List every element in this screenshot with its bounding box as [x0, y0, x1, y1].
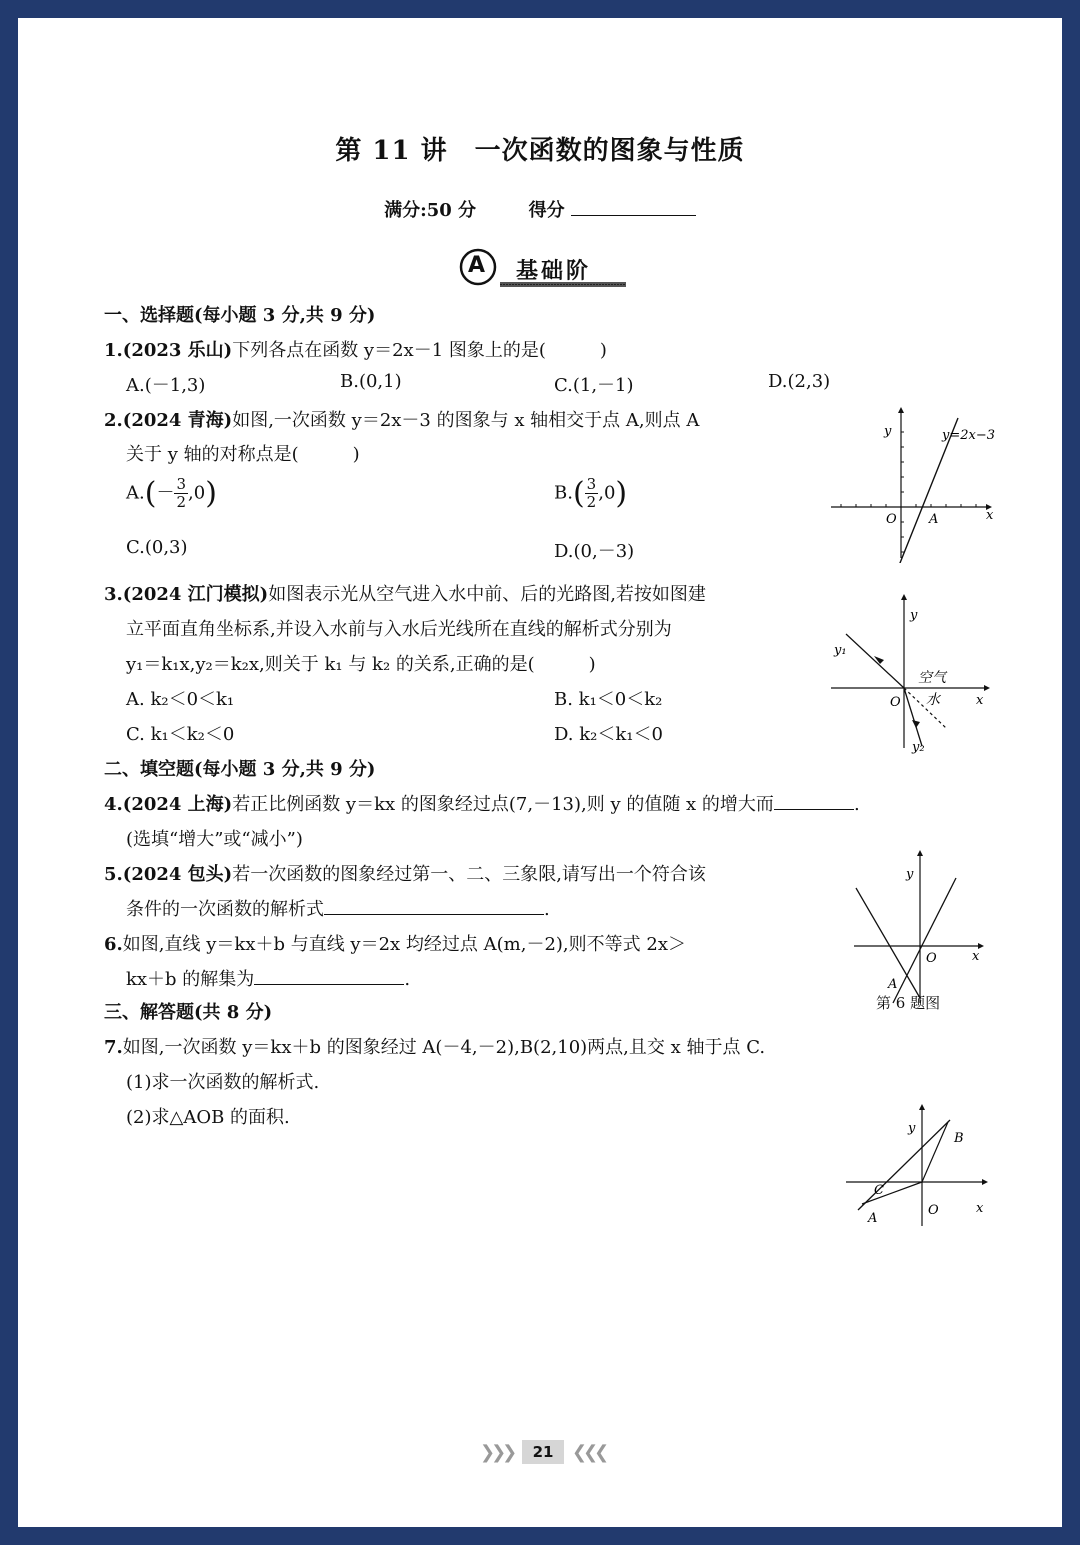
q2-stem	[104, 406, 699, 432]
q6-graph-caption: 第 6 题图	[876, 994, 941, 1012]
q5-end: .	[544, 899, 550, 920]
q3-y1-label: y₁	[834, 643, 847, 658]
q7-x-label: x	[976, 1201, 984, 1216]
q7-segment-ob	[922, 1122, 948, 1182]
q3-line2: 立平面直角坐标系,并设入水前与入水后光线所在直线的解析式分别为	[126, 619, 672, 640]
q2-opt-a-sign: －	[156, 482, 175, 504]
q2-opt-b-label: B.	[554, 482, 573, 504]
q1-source: (2023 乐山)	[122, 340, 233, 361]
q6-line2	[126, 965, 410, 991]
q2-source: (2024 青海)	[122, 410, 233, 431]
q2-x-label: x	[986, 508, 994, 523]
q6-graph	[848, 848, 998, 1008]
q7-origin-label: O	[928, 1203, 939, 1218]
q1-opt-a[interactable]: A.(－1,3)	[126, 375, 206, 396]
q2-func-label: y=2x−3	[942, 428, 996, 443]
q2-opt-b-fraction: $\frac{3}{2}$	[586, 475, 597, 511]
q6-line1: 如图,直线 y＝kx＋b 与直线 y＝2x 均经过点 A(m,－2),则不等式 2x＞	[122, 934, 686, 955]
q3-number: 3.	[104, 584, 123, 605]
q3-opt-c[interactable]: C. k₁＜k₂＜0	[126, 724, 235, 745]
q1-opt-b[interactable]: B.(0,1)	[340, 371, 402, 392]
q5-line2	[126, 895, 550, 921]
q4-line1: 若正比例函数 y＝kx 的图象经过点(7,－13),则 y 的值随 x 的增大而	[232, 794, 774, 815]
q2-opt-a-fraction: $\frac{3}{2}$	[176, 475, 186, 511]
q4-answer-blank[interactable]	[774, 791, 854, 810]
q4-number: 4.	[104, 794, 123, 815]
page-title: 第 11 讲 一次函数的图象与性质	[335, 136, 745, 166]
q2-opt-b[interactable]: B.( $\frac{3}{2}$ ,0)	[554, 475, 628, 511]
q2-origin-label: O	[886, 512, 897, 527]
q3-y-label: y	[910, 608, 918, 623]
q6-y-label: y	[906, 867, 914, 882]
q3-opt-d[interactable]: D. k₂＜k₁＜0	[554, 724, 663, 745]
q3-line3: y₁＝k₁x,y₂＝k₂x,则关于 k₁ 与 k₂ 的关系,正确的是( )	[126, 654, 596, 675]
q3-graph	[826, 586, 996, 756]
q3-source: (2024 江门模拟)	[122, 584, 269, 605]
q5-number: 5.	[104, 864, 123, 885]
q2-point-a-label: A	[929, 512, 939, 527]
chevron-left-icon: ❮❮❮	[572, 1442, 606, 1463]
q3-stem	[104, 580, 706, 606]
q7-stem	[104, 1033, 765, 1059]
q2-opt-c[interactable]: C.(0,3)	[126, 537, 188, 558]
q2-opt-a-rest: ,0	[188, 482, 206, 504]
q3-opt-b[interactable]: B. k₁＜0＜k₂	[554, 689, 663, 710]
q1-text: 下列各点在函数 y＝2x－1 图象上的是( )	[232, 340, 607, 361]
part2-heading: 二、填空题(每小题 3 分,共 9 分)	[104, 759, 376, 780]
full-score: 满分:50 分	[384, 200, 477, 221]
badge-title: 基础阶	[516, 259, 592, 284]
q2-opt-a-label: A.	[126, 482, 145, 504]
q7-sub2: (2)求△AOB 的面积.	[126, 1107, 290, 1128]
score-blank[interactable]	[571, 197, 696, 216]
q2-number: 2.	[104, 410, 123, 431]
q5-line2-text: 条件的一次函数的解析式	[126, 899, 324, 920]
q3-y2-label: y₂	[912, 740, 925, 755]
q7-graph	[840, 1098, 990, 1233]
q7-line-ab	[858, 1120, 950, 1210]
score-label: 得分	[528, 200, 565, 221]
q2-line1: 如图,一次函数 y＝2x－3 的图象与 x 轴相交于点 A,则点 A	[232, 410, 700, 431]
q5-line1: 若一次函数的图象经过第一、二、三象限,请写出一个符合该	[232, 864, 706, 885]
q3-water-label: 水	[926, 692, 940, 708]
q1-stem	[104, 336, 607, 362]
chevron-right-icon: ❯❯❯	[480, 1442, 514, 1463]
q4-source: (2024 上海)	[122, 794, 233, 815]
q2-opt-b-rest: ,0	[598, 482, 616, 504]
worksheet-page	[18, 18, 1062, 1527]
q6-x-label: x	[972, 949, 980, 964]
q6-line2-text: kx＋b 的解集为	[126, 969, 255, 990]
q3-opt-a[interactable]: A. k₂＜0＜k₁	[126, 689, 235, 710]
q7-line1: 如图,一次函数 y＝kx＋b 的图象经过 A(－4,－2),B(2,10)两点,且交 x 轴于点 C.	[122, 1037, 766, 1058]
q6-number: 6.	[104, 934, 123, 955]
part1-heading: 一、选择题(每小题 3 分,共 9 分)	[104, 305, 376, 326]
q3-air-label: 空气	[918, 670, 946, 686]
page-number: 21	[522, 1440, 564, 1464]
section-badge	[458, 246, 658, 296]
q6-origin-label: O	[926, 951, 937, 966]
q2-line2: 关于 y 轴的对称点是( )	[126, 444, 360, 465]
q7-number: 7.	[104, 1037, 123, 1058]
badge-letter: A	[468, 253, 486, 278]
q7-y-label: y	[908, 1121, 916, 1136]
q6-answer-blank[interactable]	[254, 966, 404, 985]
q1-number: 1.	[104, 340, 123, 361]
part3-heading: 三、解答题(共 8 分)	[104, 1002, 273, 1023]
q2-opt-a[interactable]: A.(－ $\frac{3}{2}$ ,0)	[126, 475, 217, 511]
q2-y-label: y	[884, 424, 892, 439]
score-line	[18, 196, 1062, 222]
q4-line2: (选填“增大”或“减小”)	[126, 829, 303, 850]
q3-x-label: x	[976, 693, 984, 708]
q2-graph	[826, 403, 996, 563]
q7-point-a-label: A	[868, 1211, 878, 1226]
q3-incident-ray	[846, 634, 904, 688]
q4-end: .	[853, 794, 860, 815]
q1-opt-c[interactable]: C.(1,－1)	[554, 375, 634, 396]
q7-segment-ao	[862, 1182, 922, 1204]
q6-end: .	[404, 969, 411, 990]
q3-origin-label: O	[890, 695, 901, 710]
q6-stem	[104, 930, 686, 956]
q6-line-2x	[893, 878, 956, 1003]
q1-opt-d[interactable]: D.(2,3)	[768, 371, 831, 392]
q5-answer-blank[interactable]	[324, 896, 544, 915]
q6-point-a-label: A	[888, 977, 898, 992]
q7-sub1: (1)求一次函数的解析式.	[126, 1072, 320, 1093]
q5-stem	[104, 860, 706, 886]
q5-source: (2024 包头)	[122, 864, 233, 885]
q2-opt-d[interactable]: D.(0,－3)	[554, 541, 635, 562]
q7-point-c-label: C	[874, 1183, 884, 1198]
q4-stem	[104, 790, 860, 816]
q3-line1: 如图表示光从空气进入水中前、后的光路图,若按如图建	[268, 584, 706, 605]
q7-point-b-label: B	[954, 1131, 964, 1146]
page-number-footer	[480, 1440, 610, 1470]
